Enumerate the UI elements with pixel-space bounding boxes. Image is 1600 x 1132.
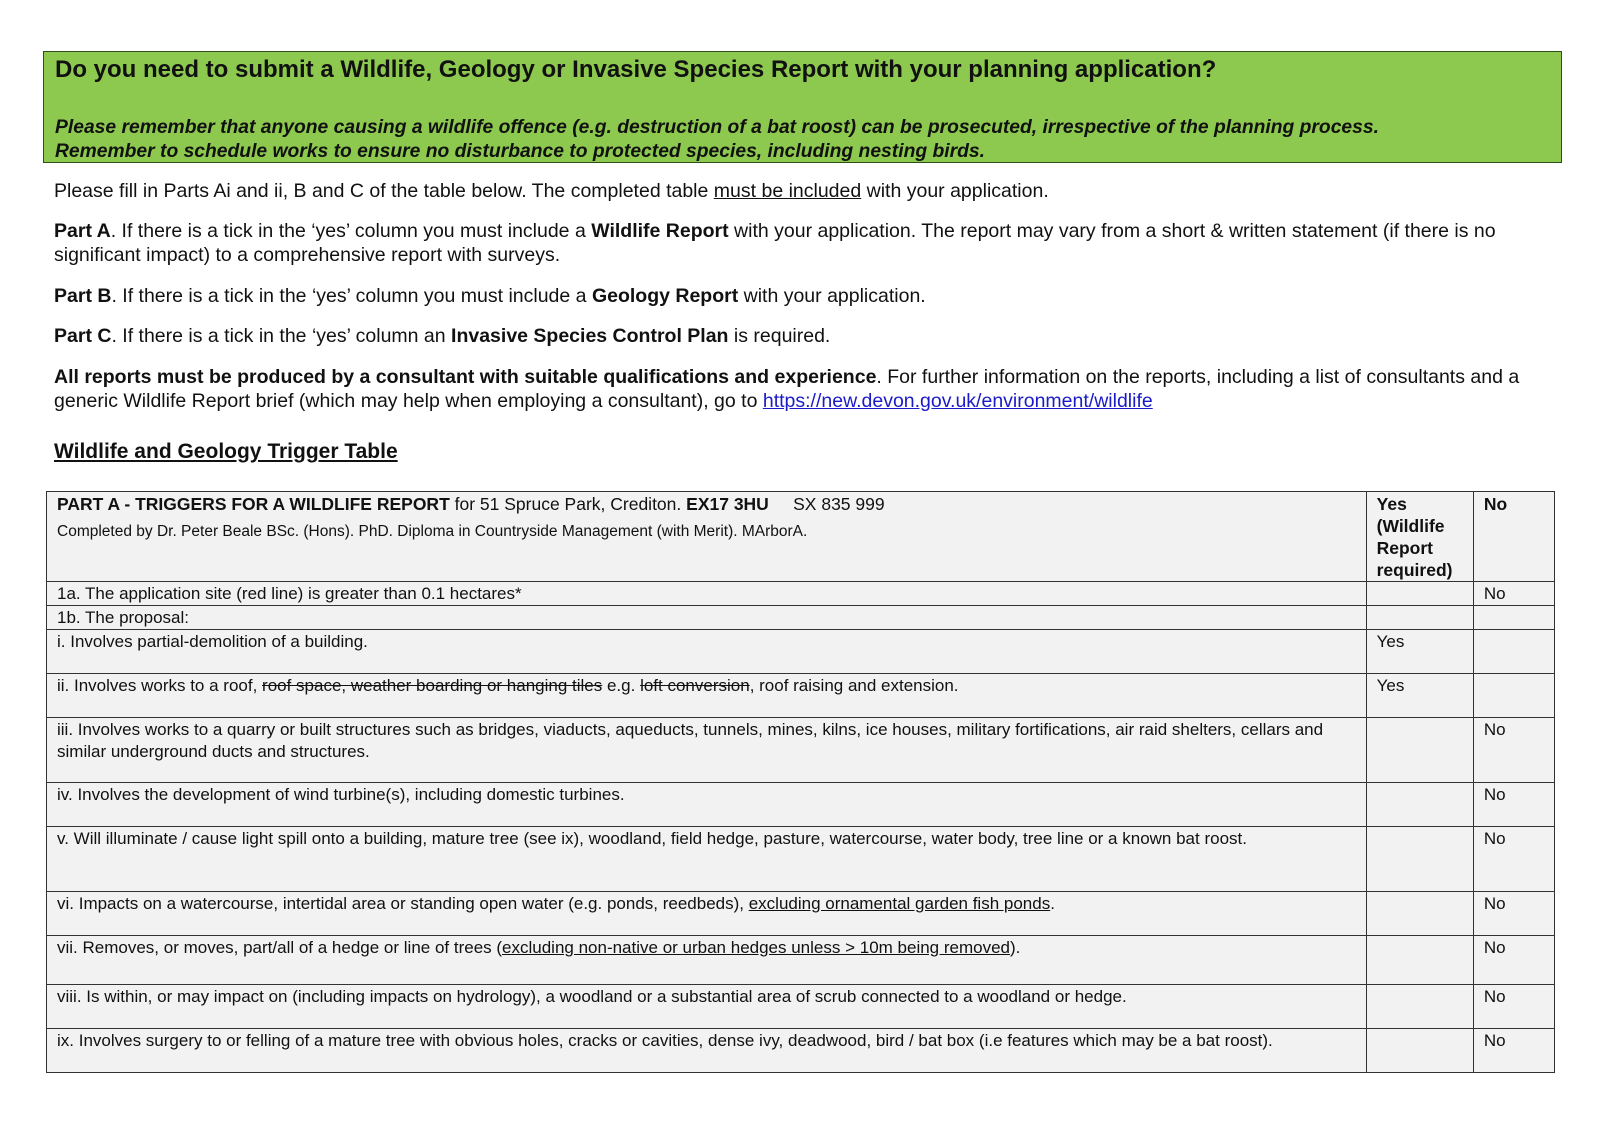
row-no[interactable]: No xyxy=(1473,892,1554,936)
part-b-text: . If there is a tick in the ‘yes’ column you must include a xyxy=(111,285,592,307)
row-no[interactable]: No xyxy=(1473,582,1554,606)
table-row xyxy=(47,582,1555,606)
row-text-part: ii. Involves works to a roof, xyxy=(57,676,263,695)
part-b-text-end: with your application. xyxy=(738,285,926,307)
row-text: i. Involves partial-demolition of a building. xyxy=(47,630,1367,674)
column-header-no: No xyxy=(1473,492,1554,582)
row-text: 1b. The proposal: xyxy=(47,606,1367,630)
row-text: 1a. The application site (red line) is greater than 0.1 hectares* xyxy=(47,582,1367,606)
banner-note-line-2: Remember to schedule works to ensure no disturbance to protected species, including nesting birds. xyxy=(55,141,985,162)
header-address: for 51 Spruce Park, Crediton. xyxy=(449,494,687,514)
row-yes[interactable]: Yes xyxy=(1366,674,1473,718)
row-no[interactable]: No xyxy=(1473,718,1554,783)
row-yes[interactable] xyxy=(1366,827,1473,892)
row-text: v. Will illuminate / cause light spill onto a building, mature tree (see ix), woodland, field hedge, pasture, watercourse, water body, tree line or a known bat roost. xyxy=(47,827,1367,892)
part-b-label: Part B xyxy=(54,285,112,307)
part-b-bold: Geology Report xyxy=(591,285,739,307)
header-postcode: EX17 3HU xyxy=(686,494,769,514)
header-grid-ref: SX 835 999 xyxy=(768,494,885,514)
row-text-part: ). xyxy=(1010,938,1021,957)
row-yes[interactable] xyxy=(1366,582,1473,606)
row-no[interactable] xyxy=(1473,674,1554,718)
part-a-text-end: with your application. The report may vary from a short & written statement (if there is no significant impact) to a comprehensive report with surveys. xyxy=(54,220,1496,266)
part-c-text-end: is required. xyxy=(728,325,831,347)
row-yes[interactable]: Yes xyxy=(1366,630,1473,674)
banner-note xyxy=(55,116,1379,164)
header-title: PART A - TRIGGERS FOR A WILDLIFE REPORT xyxy=(57,494,450,514)
part-a-bold: Wildlife Report xyxy=(591,220,729,242)
table-row xyxy=(47,606,1555,630)
table-row xyxy=(47,783,1555,827)
row-yes[interactable] xyxy=(1366,892,1473,936)
part-b-paragraph xyxy=(54,284,1554,308)
intro-text: Please fill in Parts Ai and ii, B and C of the table below. The completed table xyxy=(54,180,714,202)
row-no[interactable]: No xyxy=(1473,985,1554,1029)
header-completed-by: Completed by Dr. Peter Beale BSc. (Hons). PhD. Diploma in Countryside Management (with Merit). MArborA. xyxy=(57,523,808,540)
table-row xyxy=(47,985,1555,1029)
column-header-yes: Yes (Wildlife Report required) xyxy=(1366,492,1473,582)
table-row xyxy=(47,827,1555,892)
part-c-label: Part C xyxy=(54,325,112,347)
row-yes[interactable] xyxy=(1366,718,1473,783)
row-text-part: vi. Impacts on a watercourse, intertidal area or standing open water (e.g. ponds, reedbeds), xyxy=(57,894,749,913)
row-text: iii. Involves works to a quarry or built structures such as bridges, viaducts, aqueducts, tunnels, mines, kilns, ice houses, military fortifications, air raid shelters, cellars and similar underground ducts and structures. xyxy=(47,718,1367,783)
intro-text-end: with your application. xyxy=(861,180,1049,202)
row-struck-text: loft conversion xyxy=(640,676,750,695)
row-text: viii. Is within, or may impact on (including impacts on hydrology), a woodland or a substantial area of scrub connected to a woodland or hedge. xyxy=(47,985,1367,1029)
row-underlined-text: excluding ornamental garden fish ponds xyxy=(748,894,1051,913)
reports-paragraph xyxy=(54,365,1554,413)
table-row xyxy=(47,1029,1555,1073)
table-row xyxy=(47,718,1555,783)
row-struck-text: roof space, weather boarding or hanging tiles xyxy=(262,676,603,695)
row-yes[interactable] xyxy=(1366,1029,1473,1073)
table-header-row xyxy=(47,492,1555,582)
header-cell xyxy=(47,492,1367,582)
row-no[interactable]: No xyxy=(1473,936,1554,985)
row-no[interactable]: No xyxy=(1473,1029,1554,1073)
row-text: iv. Involves the development of wind turbine(s), including domestic turbines. xyxy=(47,783,1367,827)
row-no[interactable] xyxy=(1473,630,1554,674)
table-row xyxy=(47,630,1555,674)
trigger-table xyxy=(46,491,1555,1073)
row-text-part: e.g. xyxy=(602,676,641,695)
part-a-label: Part A xyxy=(54,220,111,242)
warning-banner xyxy=(43,51,1562,163)
row-yes[interactable] xyxy=(1366,606,1473,630)
row-underlined-text: excluding non-native or urban hedges unless > 10m being removed xyxy=(502,938,1010,957)
table-row xyxy=(47,892,1555,936)
reports-text: . For further information on the reports, including a list of consultants and a generic Wildlife Report brief (which may help when employing a consultant), go to xyxy=(54,366,1520,412)
table-row xyxy=(47,936,1555,985)
row-text: ix. Involves surgery to or felling of a mature tree with obvious holes, cracks or cavities, dense ivy, deadwood, bird / bat box (i.e features which may be a bat roost). xyxy=(47,1029,1367,1073)
intro-paragraph xyxy=(54,179,1554,203)
row-text xyxy=(47,674,1367,718)
banner-title: Do you need to submit a Wildlife, Geology or Invasive Species Report with your planning application? xyxy=(55,56,1217,83)
part-a-text: . If there is a tick in the ‘yes’ column you must include a xyxy=(110,220,592,242)
banner-note-line-1: Please remember that anyone causing a wildlife offence (e.g. destruction of a bat roost) can be prosecuted, irrespective of the planning process. xyxy=(55,117,1379,138)
part-c-paragraph xyxy=(54,324,1554,348)
section-heading: Wildlife and Geology Trigger Table xyxy=(54,440,398,463)
row-text xyxy=(47,936,1367,985)
part-a-paragraph xyxy=(54,219,1554,267)
row-text xyxy=(47,892,1367,936)
part-c-text: . If there is a tick in the ‘yes’ column an xyxy=(111,325,452,347)
row-yes[interactable] xyxy=(1366,783,1473,827)
row-text-part: . xyxy=(1050,894,1055,913)
row-yes[interactable] xyxy=(1366,936,1473,985)
row-no[interactable] xyxy=(1473,606,1554,630)
part-c-bold: Invasive Species Control Plan xyxy=(451,325,729,347)
reports-bold: All reports must be produced by a consultant with suitable qualifications and experience xyxy=(54,366,877,388)
row-no[interactable]: No xyxy=(1473,783,1554,827)
wildlife-link[interactable]: https://new.devon.gov.uk/environment/wildlife xyxy=(762,390,1153,412)
table-row xyxy=(47,674,1555,718)
intro-underlined: must be included xyxy=(713,180,862,202)
row-yes[interactable] xyxy=(1366,985,1473,1029)
row-no[interactable]: No xyxy=(1473,827,1554,892)
row-text-part: vii. Removes, or moves, part/all of a hedge or line of trees ( xyxy=(57,938,503,957)
row-text-part: , roof raising and extension. xyxy=(749,676,959,695)
